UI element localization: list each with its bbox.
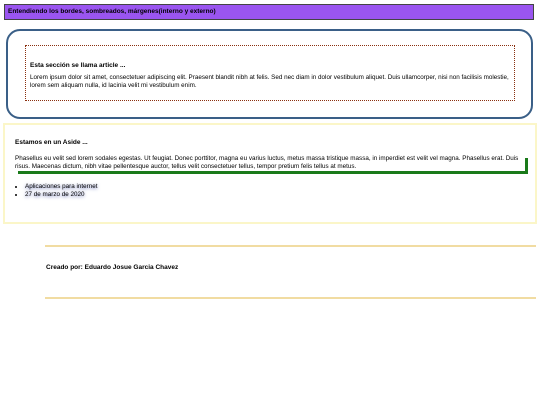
article-heading: Esta sección se llama article ... (30, 62, 126, 69)
list-item: • 27 de marzo de 2020 (25, 191, 525, 199)
aside-list (15, 183, 525, 199)
footer-top-divider (45, 245, 536, 247)
article-body: Lorem ipsum dolor sit amet, consectetuer adipiscing elit. Praesent blandit nibh at felis. Sed nec diam in dolor vestibulum aliquet. Duis ullamcorper, nisi non facilisis molestie, lorem sem aliquam nulla, id lacinia velit mi vestibulum enim. (30, 74, 509, 89)
article-section (6, 29, 533, 119)
article-content (25, 45, 515, 101)
aside-body: Phasellus eu velit sed lorem sodales egestas. Ut feugiat. Donec porttitor, magna eu varius luctus, metus massa tristique massa, in imperdiet est velit vel magna. Phasellus erat. Duis risus. Maecenas dictum, nibh vitae pellentesque auctor, tellus velit consectetuer tellus, tempor pretium felis tellus at metus. (15, 155, 525, 171)
footer-credit: Creado por: Eduardo Josue Garcia Chavez (46, 264, 179, 271)
page-header (4, 4, 534, 20)
aside-heading: Estamos en un Aside ... (15, 139, 88, 146)
page-title: Entendiendo los bordes, sombreados, márgenes(interno y externo) (8, 7, 216, 15)
list-item: • Aplicaciones para internet (25, 183, 525, 191)
aside-section (3, 123, 537, 224)
footer-bottom-divider (45, 297, 536, 299)
